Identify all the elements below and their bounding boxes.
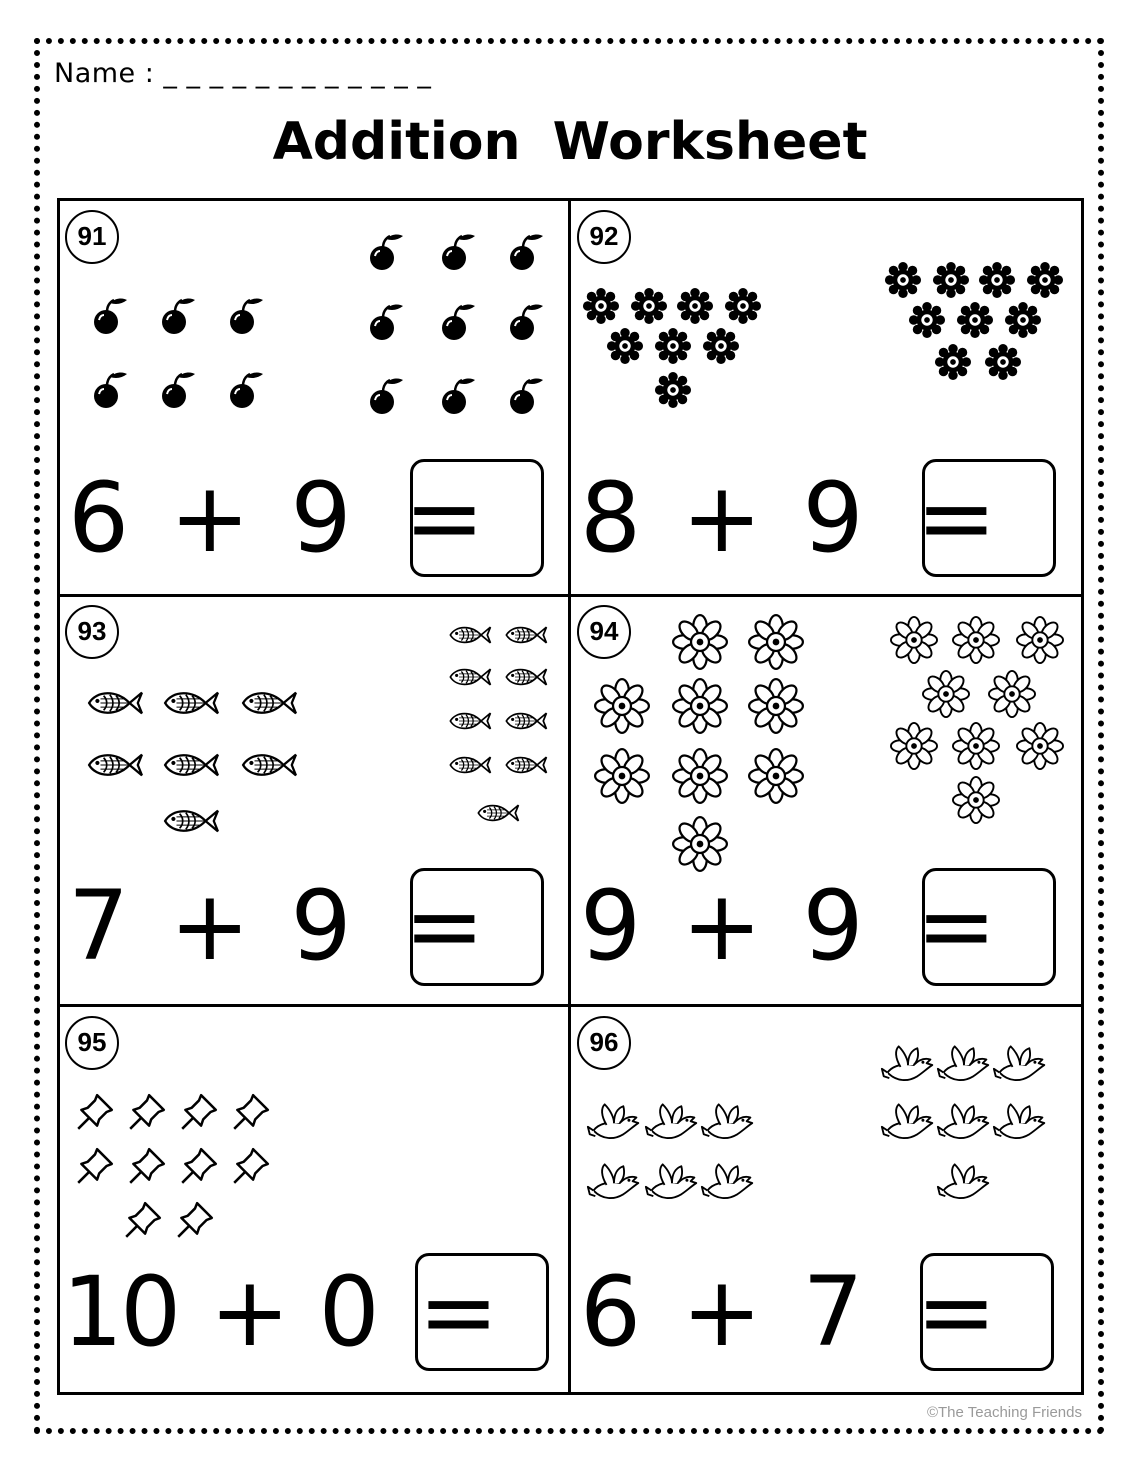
plus-sign: + bbox=[209, 1256, 288, 1368]
problem-number-badge: 96 bbox=[577, 1016, 631, 1070]
addend-a: 7 bbox=[68, 870, 130, 982]
outline-flower-icon bbox=[749, 749, 803, 803]
problem-number-badge: 92 bbox=[577, 210, 631, 264]
fish-icon bbox=[165, 755, 218, 776]
dove-icon bbox=[882, 1046, 932, 1080]
dark-flower-icon bbox=[957, 302, 993, 338]
dark-flower-icon bbox=[607, 328, 643, 364]
addend-a: 10 bbox=[62, 1256, 179, 1368]
cherry-icon bbox=[442, 378, 475, 414]
outline-flower-icon bbox=[595, 679, 649, 733]
outline-flower-icon bbox=[673, 615, 727, 669]
dove-icon bbox=[588, 1104, 638, 1138]
fish-icon bbox=[506, 669, 546, 685]
cherry-icon bbox=[94, 298, 127, 334]
outline-flower-icon bbox=[673, 679, 727, 733]
answer-box[interactable] bbox=[410, 868, 544, 986]
outline-flower-icon bbox=[595, 749, 649, 803]
addend-b: 0 bbox=[318, 1256, 377, 1368]
outline-flower-icon bbox=[953, 777, 999, 823]
equals-sign: = bbox=[916, 1256, 997, 1368]
copyright-credit: ©The Teaching Friends bbox=[926, 1404, 1082, 1421]
plus-sign: + bbox=[681, 1256, 763, 1368]
dove-icon bbox=[882, 1104, 932, 1138]
fish-icon bbox=[450, 713, 490, 729]
cherry-picture-group bbox=[80, 220, 560, 430]
outline-flower-icon bbox=[749, 615, 803, 669]
fish-icon bbox=[165, 811, 218, 832]
dove-icon bbox=[994, 1104, 1044, 1138]
pushpin-icon bbox=[234, 1095, 268, 1129]
fish-icon bbox=[450, 669, 490, 685]
outline-flower-icon bbox=[673, 817, 727, 871]
dark-flower-icon bbox=[909, 302, 945, 338]
cherry-icon bbox=[162, 298, 195, 334]
addend-b: 7 bbox=[802, 1256, 864, 1368]
cherry-icon bbox=[510, 304, 543, 340]
dove-icon bbox=[702, 1164, 752, 1198]
addend-a: 6 bbox=[68, 462, 130, 574]
dark-flower-picture-group bbox=[578, 255, 1078, 415]
worksheet-title: Addition Worksheet bbox=[272, 112, 868, 172]
dove-picture-group bbox=[582, 1040, 1072, 1220]
grid-divider-horizontal-1 bbox=[57, 594, 1084, 597]
pushpin-icon bbox=[182, 1095, 216, 1129]
outline-flower-icon bbox=[891, 723, 937, 769]
addend-b: 9 bbox=[290, 462, 352, 574]
outline-flower-icon bbox=[1017, 723, 1063, 769]
problem-number-badge: 95 bbox=[65, 1016, 119, 1070]
plus-sign: + bbox=[169, 462, 251, 574]
answer-box[interactable] bbox=[415, 1253, 549, 1371]
dark-flower-icon bbox=[1005, 302, 1041, 338]
outline-flower-icon bbox=[891, 617, 937, 663]
addend-b: 9 bbox=[290, 870, 352, 982]
cherry-icon bbox=[370, 234, 403, 270]
cherry-icon bbox=[442, 304, 475, 340]
plus-sign: + bbox=[681, 870, 763, 982]
dark-flower-icon bbox=[935, 344, 971, 380]
pushpin-icon bbox=[234, 1149, 268, 1183]
addend-b: 9 bbox=[802, 462, 864, 574]
dove-icon bbox=[646, 1164, 696, 1198]
answer-box[interactable] bbox=[922, 868, 1056, 986]
pushpin-icon bbox=[178, 1203, 212, 1237]
dove-icon bbox=[938, 1164, 988, 1198]
plus-sign: + bbox=[169, 870, 251, 982]
fish-icon bbox=[165, 693, 218, 714]
cherry-icon bbox=[370, 304, 403, 340]
dove-icon bbox=[938, 1046, 988, 1080]
fish-icon bbox=[478, 805, 518, 821]
dark-flower-icon bbox=[655, 372, 691, 408]
problem-number-badge: 91 bbox=[65, 210, 119, 264]
fish-icon bbox=[89, 755, 142, 776]
dark-flower-icon bbox=[933, 262, 969, 298]
grid-divider-horizontal-2 bbox=[57, 1004, 1084, 1007]
fish-picture-group bbox=[80, 615, 560, 845]
fish-icon bbox=[243, 755, 296, 776]
pushpin-icon bbox=[78, 1095, 112, 1129]
pushpin-icon bbox=[130, 1095, 164, 1129]
pushpin-icon bbox=[130, 1149, 164, 1183]
outline-flower-icon bbox=[989, 671, 1035, 717]
dark-flower-icon bbox=[703, 328, 739, 364]
fish-icon bbox=[243, 693, 296, 714]
equals-sign: = bbox=[404, 870, 485, 982]
dove-icon bbox=[646, 1104, 696, 1138]
problem-number-badge: 94 bbox=[577, 605, 631, 659]
fish-icon bbox=[506, 627, 546, 643]
addend-a: 9 bbox=[580, 870, 642, 982]
cherry-icon bbox=[230, 372, 263, 408]
cherry-icon bbox=[230, 298, 263, 334]
name-field[interactable]: Name : _ _ _ _ _ _ _ _ _ _ _ _ bbox=[54, 58, 432, 89]
fish-icon bbox=[506, 757, 546, 773]
answer-box[interactable] bbox=[922, 459, 1056, 577]
fish-icon bbox=[89, 693, 142, 714]
grid-divider-vertical bbox=[568, 198, 571, 1395]
equals-sign: = bbox=[418, 1256, 496, 1368]
plus-sign: + bbox=[681, 462, 763, 574]
outline-flower-icon bbox=[953, 723, 999, 769]
cherry-icon bbox=[162, 372, 195, 408]
dark-flower-icon bbox=[885, 262, 921, 298]
dark-flower-icon bbox=[677, 288, 713, 324]
outline-flower-icon bbox=[673, 749, 727, 803]
pushpin-picture-group bbox=[72, 1085, 292, 1250]
cherry-icon bbox=[442, 234, 475, 270]
problem-number-badge: 93 bbox=[65, 605, 119, 659]
cherry-icon bbox=[510, 378, 543, 414]
dove-icon bbox=[938, 1104, 988, 1138]
fish-icon bbox=[450, 757, 490, 773]
dark-flower-icon bbox=[979, 262, 1015, 298]
cherry-icon bbox=[510, 234, 543, 270]
outline-flower-icon bbox=[1017, 617, 1063, 663]
pushpin-icon bbox=[182, 1149, 216, 1183]
dark-flower-icon bbox=[725, 288, 761, 324]
addend-a: 6 bbox=[580, 1256, 642, 1368]
outline-flower-icon bbox=[749, 679, 803, 733]
answer-box[interactable] bbox=[410, 459, 544, 577]
pushpin-icon bbox=[78, 1149, 112, 1183]
dark-flower-icon bbox=[1027, 262, 1063, 298]
addend-b: 9 bbox=[802, 870, 864, 982]
addend-a: 8 bbox=[580, 462, 642, 574]
cherry-icon bbox=[370, 378, 403, 414]
equals-sign: = bbox=[916, 462, 997, 574]
outline-flower-icon bbox=[923, 671, 969, 717]
outline-flower-picture-group bbox=[590, 610, 1075, 875]
answer-box[interactable] bbox=[920, 1253, 1054, 1371]
pushpin-icon bbox=[126, 1203, 160, 1237]
cherry-icon bbox=[94, 372, 127, 408]
dark-flower-icon bbox=[655, 328, 691, 364]
dove-icon bbox=[994, 1046, 1044, 1080]
equals-sign: = bbox=[916, 870, 997, 982]
dark-flower-icon bbox=[583, 288, 619, 324]
dove-icon bbox=[588, 1164, 638, 1198]
equals-sign: = bbox=[404, 462, 485, 574]
dove-icon bbox=[702, 1104, 752, 1138]
outline-flower-icon bbox=[953, 617, 999, 663]
fish-icon bbox=[450, 627, 490, 643]
dark-flower-icon bbox=[631, 288, 667, 324]
dark-flower-icon bbox=[985, 344, 1021, 380]
fish-icon bbox=[506, 713, 546, 729]
